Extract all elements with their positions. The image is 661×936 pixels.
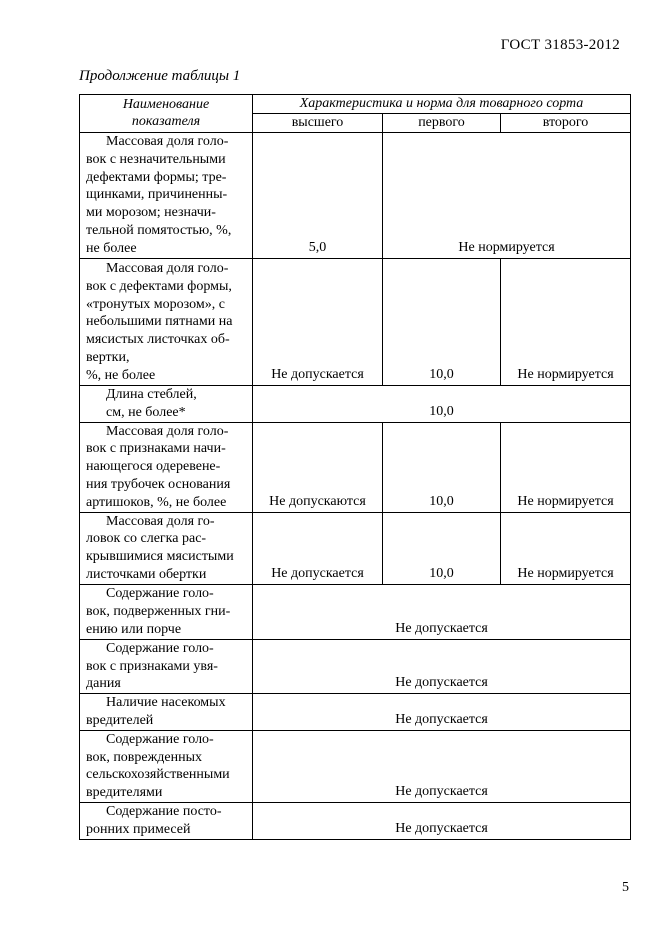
indicator-name-cell [80,422,253,512]
indicator-name-line: Наличие насекомых [106,695,226,711]
indicator-name-line: ми морозом; незначи- [86,205,216,221]
column-header-grade-highest: высшего [253,113,383,132]
indicator-name-line: вок, подверженных гни- [86,604,231,620]
indicator-name-line: Содержание голо- [106,640,214,656]
indicator-name-line: вок с дефектами формы, [86,278,232,294]
value-first-second: Не нормируется [383,132,631,258]
value-highest: Не допускаются [253,422,383,512]
indicator-name-line: вредителей [86,712,154,728]
indicator-name-line: Длина стеблей, [106,387,197,402]
indicator-name-line: Массовая доля голо- [106,261,229,277]
indicator-name-line: щинками, причиненны- [86,187,228,203]
table-row [80,639,631,693]
indicator-name-line: сельскохозяйственными [86,767,230,783]
indicator-name-line: листочками обертки [86,566,207,582]
table-row [80,584,631,639]
indicator-name-line: не более [86,240,137,256]
value-all-grades: 10,0 [253,385,631,422]
column-header-grade-group: Характеристика и норма для товарного сорта [253,95,631,114]
table-row [80,694,631,731]
indicator-name-line: вок, поврежденных [86,749,203,765]
indicator-name-line: небольшими пятнами на [86,314,233,330]
indicator-name-line: Содержание голо- [106,731,214,747]
indicator-name-line: Содержание голо- [106,586,214,602]
document-code: ГОСТ 31853-2012 [500,37,620,53]
table-header-row-1 [80,95,631,114]
quality-norms-table [79,94,631,840]
value-second: Не нормируется [501,512,631,584]
column-header-indicator [80,95,253,133]
indicator-name-line: нающегося одеревене- [86,459,221,475]
value-all-grades: Не допускается [253,639,631,693]
table-row [80,512,631,584]
indicator-name-line: %, не более [86,367,156,383]
indicator-name-line: крывшимися мясистыми [86,549,234,565]
value-first: 10,0 [383,512,501,584]
indicator-name-line: ния трубочек основания [86,477,231,492]
table-row [80,730,631,802]
indicator-name-line: артишоков, %, не более [86,494,227,510]
indicator-name-line: Массовая доля го- [106,513,215,529]
value-second: Не нормируется [501,258,631,385]
value-first: 10,0 [383,258,501,385]
table-row [80,258,631,385]
indicator-name-line: ловок со слегка рас- [86,531,207,547]
value-first: 10,0 [383,422,501,512]
indicator-name-line: «тронутых морозом», с [86,296,225,312]
value-highest: 5,0 [253,132,383,258]
indicator-name-line: ению или порче [86,621,182,637]
indicator-name-line: вертки, [86,350,130,365]
value-second: Не нормируется [501,422,631,512]
indicator-name-line: вок с признаками начи- [86,441,226,457]
column-header-grade-second: второго [501,113,631,132]
column-header-grade-first: первого [383,113,501,132]
table-row [80,132,631,258]
column-header-indicator-line: Наименование [122,96,210,112]
indicator-name-line: дания [86,676,121,692]
indicator-name-line: ронних примесей [86,821,191,837]
table-row [80,385,631,422]
indicator-name-line: Содержание посто- [106,803,222,819]
value-all-grades: Не допускается [253,730,631,802]
value-all-grades: Не допускается [253,802,631,839]
indicator-name-cell [80,639,253,693]
indicator-name-line: вок с незначительными [86,151,226,167]
value-highest: Не допускается [253,512,383,584]
table-row [80,422,631,512]
indicator-name-line: вредителями [86,785,163,801]
indicator-name-line: тельной помятостью, %, [86,223,232,238]
indicator-name-line: Массовая доля голо- [106,423,229,439]
table-row [80,802,631,839]
column-header-indicator-line: показателя [131,114,201,130]
indicator-name-cell [80,132,253,258]
page-number: 5 [622,880,629,895]
value-all-grades: Не допускается [253,694,631,731]
indicator-name-cell [80,584,253,639]
indicator-name-line: дефектами формы; тре- [86,169,227,185]
indicator-name-cell [80,258,253,385]
indicator-name-cell [80,512,253,584]
indicator-name-cell [80,694,253,731]
indicator-name-cell [80,802,253,839]
indicator-name-line: Массовая доля голо- [106,134,229,150]
value-highest: Не допускается [253,258,383,385]
value-all-grades: Не допускается [253,584,631,639]
indicator-name-cell [80,385,253,422]
indicator-name-line: вок с признаками увя- [86,658,218,674]
indicator-name-line: мясистых листочках об- [86,332,230,348]
indicator-name-line: см, не более* [106,404,186,420]
table-continuation-caption: Продолжение таблицы 1 [79,68,241,84]
indicator-name-cell [80,730,253,802]
